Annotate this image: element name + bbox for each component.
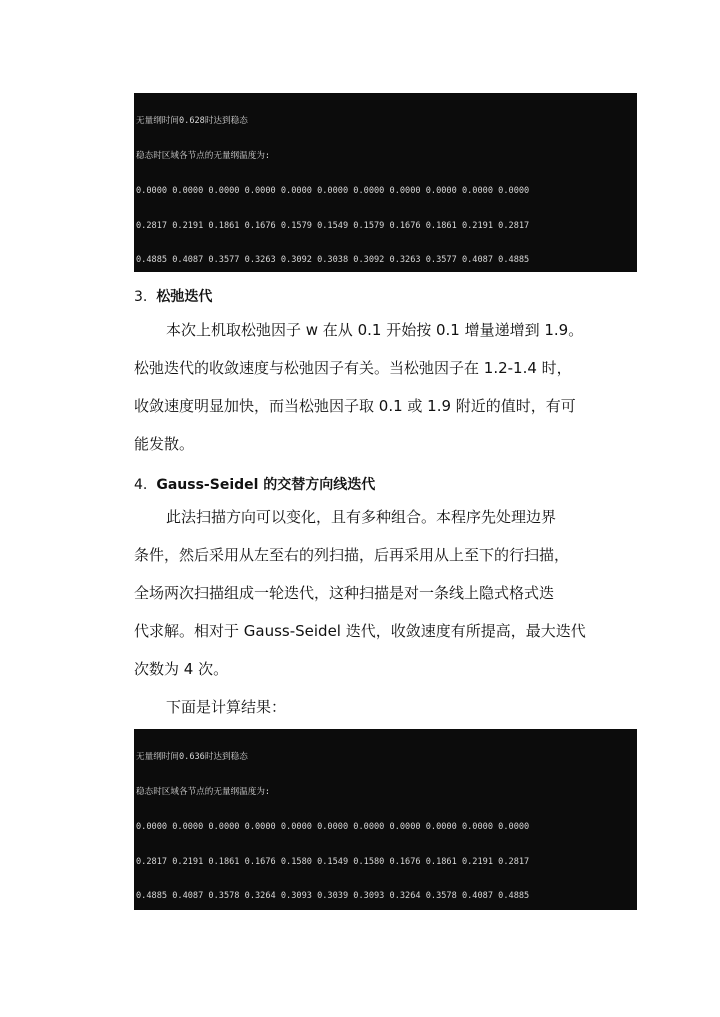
paragraph-relaxation: [134, 311, 614, 463]
console-header-caption: 稳态时区域各节点的无量纲温度为:: [136, 786, 271, 797]
paragraph-line: 次数为 4 次。: [134, 660, 229, 678]
results-intro-text: 下面是计算结果：: [166, 698, 287, 716]
section-heading-gauss-seidel: [134, 474, 375, 494]
console-row: 0.4885 0.4087 0.3578 0.3264 0.3093 0.3039 0.3093 0.3264 0.3578 0.4087 0.4885: [136, 891, 530, 902]
section-number: 3.: [134, 289, 148, 305]
paragraph-gauss-seidel: [134, 498, 614, 688]
console-output-2: [134, 729, 637, 910]
paragraph-line: 全场两次扫描组成一轮迭代，这种扫描是对一条线上隐式格式迭: [134, 584, 555, 602]
paragraph-line: 此法扫描方向可以变化，且有多种组合。本程序先处理边界: [166, 508, 557, 526]
section-number: 4.: [134, 477, 148, 493]
section-heading-relaxation: [134, 286, 212, 306]
console-header-time: 无量纲时间0.636时达到稳态: [136, 752, 248, 763]
paragraph-line: 条件，然后采用从左至右的列扫描，后再采用从上至下的行扫描，: [134, 546, 570, 564]
console-output-1: [134, 93, 637, 272]
results-intro: [134, 688, 614, 726]
console-row: 0.2817 0.2191 0.1861 0.1676 0.1579 0.1549 0.1579 0.1676 0.1861 0.2191 0.2817: [136, 220, 530, 231]
section-title: 松弛迭代: [156, 289, 213, 305]
console-header-time: 无量纲时间0.628时达到稳态: [136, 116, 248, 127]
paragraph-line: 能发散。: [134, 435, 195, 453]
console-row: 0.0000 0.0000 0.0000 0.0000 0.0000 0.0000 0.0000 0.0000 0.0000 0.0000 0.0000: [136, 821, 530, 832]
paragraph-line: 本次上机取松弛因子 w 在从 0.1 开始按 0.1 增量递增到 1.9。: [166, 321, 584, 339]
paragraph-line: 松弛迭代的收敛速度与松弛因子有关。当松弛因子在 1.2-1.4 时，: [134, 359, 572, 377]
console-header-caption: 稳态时区域各节点的无量纲温度为:: [136, 150, 271, 161]
paragraph-line: 代求解。相对于 Gauss-Seidel 迭代，收敛速度有所提高，最大迭代: [134, 622, 586, 640]
console-row: 0.0000 0.0000 0.0000 0.0000 0.0000 0.0000 0.0000 0.0000 0.0000 0.0000 0.0000: [136, 185, 530, 196]
section-title: Gauss-Seidel 的交替方向线迭代: [156, 477, 376, 493]
console-row: 0.2817 0.2191 0.1861 0.1676 0.1580 0.1549 0.1580 0.1676 0.1861 0.2191 0.2817: [136, 856, 530, 867]
console-row: 0.4885 0.4087 0.3577 0.3263 0.3092 0.3038 0.3092 0.3263 0.3577 0.4087 0.4885: [136, 255, 530, 266]
paragraph-line: 收敛速度明显加快，而当松弛因子取 0.1 或 1.9 附近的值时，有可: [134, 397, 576, 415]
